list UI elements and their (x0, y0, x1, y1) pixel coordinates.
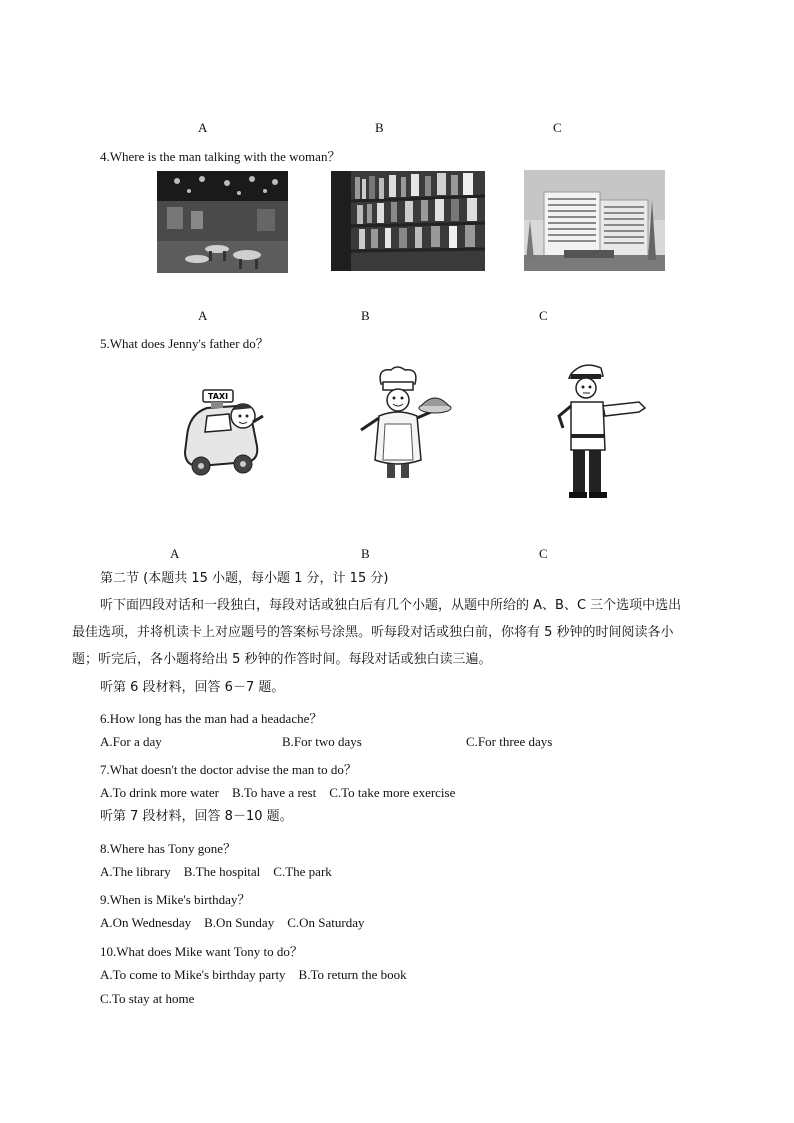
material-7-heading: 听第 7 段材料，回答 8－10 题。 (100, 809, 293, 824)
q6-option-c: C.For three days (466, 734, 553, 749)
taxi-sign-text: TAXI (207, 392, 229, 401)
q5-label-b: B (361, 546, 370, 561)
q10-option-c: C.To stay at home (100, 991, 195, 1006)
taxi-driver-cartoon (177, 386, 270, 478)
q4-label-c: C (539, 308, 548, 323)
section-2-instructions-line2: 最佳选项，并将机读卡上对应题号的答案标号涂黑。听每段对话或独白前，你将有 5 秒钟的时间阅读各小 (72, 625, 674, 640)
question-9: 9.When is Mike's birthday？ (100, 892, 251, 907)
chef-cartoon (351, 364, 454, 482)
traffic-police-cartoon (553, 360, 650, 503)
question-10: 10.What does Mike want Tony to do？ (100, 944, 303, 959)
q6-option-b: B.For two days (282, 734, 362, 749)
question-5: 5.What does Jenny's father do？ (100, 336, 269, 351)
question-8: 8.Where has Tony gone？ (100, 841, 237, 856)
q6-option-a: A.For a day (100, 734, 162, 749)
option-label-b: B (375, 120, 384, 135)
hospital-building-photo (524, 170, 665, 271)
question-6: 6.How long has the man had a headache？ (100, 711, 323, 726)
q4-label-a: A (198, 308, 208, 323)
material-6-heading: 听第 6 段材料，回答 6－7 题。 (100, 680, 285, 695)
option-label-a: A (198, 120, 208, 135)
section-2-instructions-line1: 听下面四段对话和一段独白，每段对话或独白后有几个小题，从题中所给的 A、B、C 三个选项中选出 (100, 598, 682, 613)
q5-label-c: C (539, 546, 548, 561)
q5-label-a: A (170, 546, 180, 561)
restaurant-photo (157, 171, 288, 273)
q9-options: A.On Wednesday B.On Sunday C.On Saturday (100, 915, 365, 930)
question-4: 4.Where is the man talking with the woman？ (100, 149, 341, 164)
section-2-instructions-line3: 题；听完后，各小题将给出 5 秒钟的作答时间。每段对话或独白读三遍。 (72, 652, 492, 667)
question-7: 7.What doesn't the doctor advise the man to do？ (100, 762, 357, 777)
q10-options: A.To come to Mike's birthday party B.To return the book (100, 967, 407, 982)
option-label-c: C (553, 120, 562, 135)
q7-options: A.To drink more water B.To have a rest C.To take more exercise (100, 785, 456, 800)
library-bookshelf-photo (331, 171, 485, 271)
q8-options: A.The library B.The hospital C.The park (100, 864, 332, 879)
q4-label-b: B (361, 308, 370, 323)
section-2-heading: 第二节 (本题共 15 小题，每小题 1 分，计 15 分) (100, 571, 389, 586)
